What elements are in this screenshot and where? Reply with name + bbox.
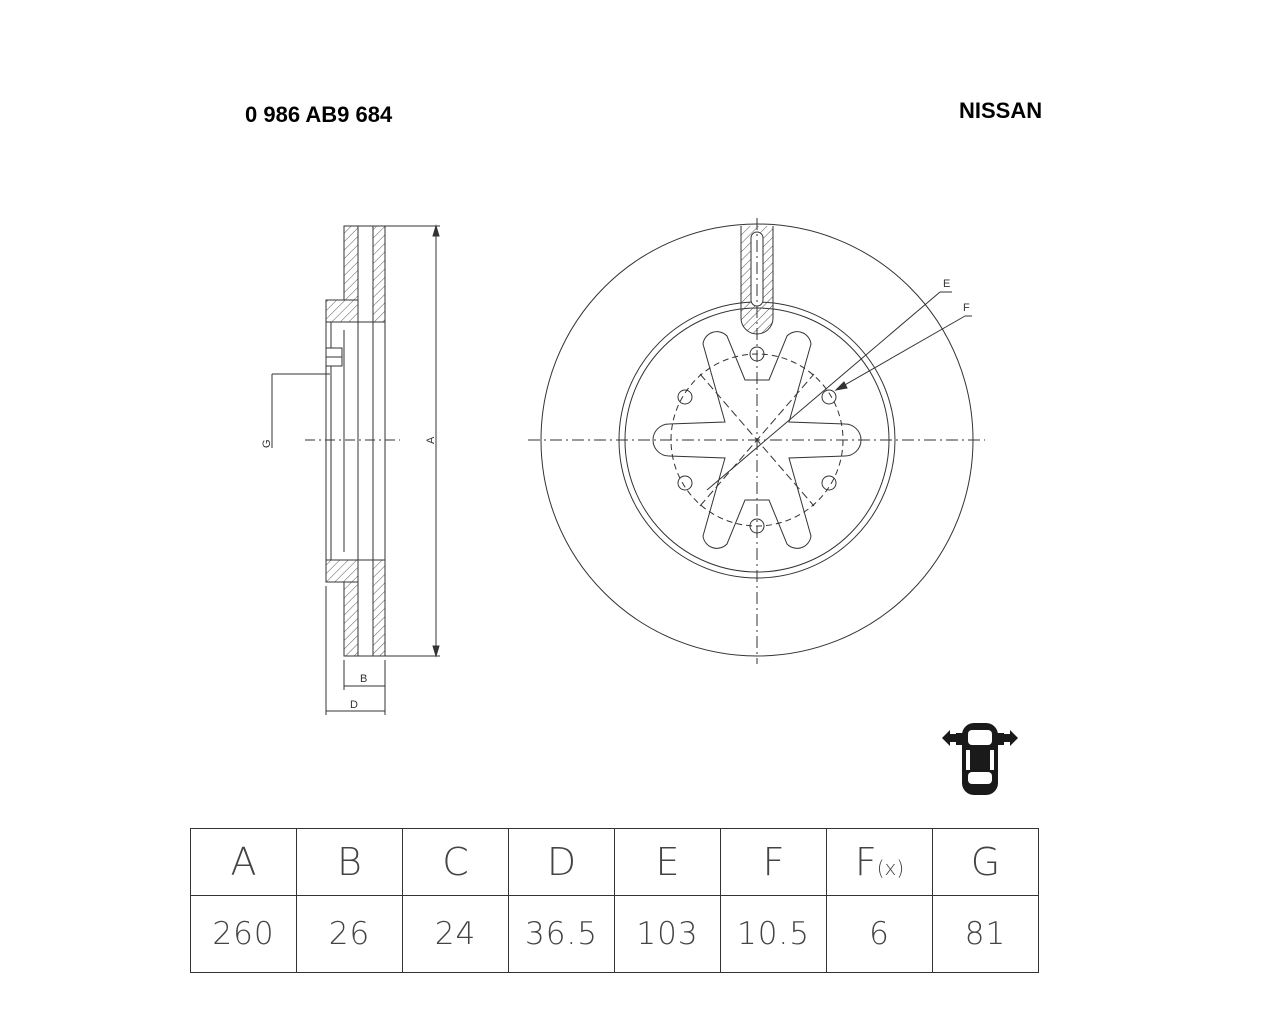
label-a: A [425, 436, 437, 444]
value-cell: 103 [615, 896, 721, 973]
value-cell: 6 [827, 896, 933, 973]
value-cell: 26 [297, 896, 403, 973]
label-g: G [261, 439, 273, 448]
front-axle-car-icon [942, 723, 1018, 795]
header-subscript: (x) [876, 856, 905, 880]
brand-name: NISSAN [959, 98, 1043, 123]
header-cell: E [615, 829, 721, 896]
value-cell: 81 [933, 896, 1039, 973]
header-cell: D [509, 829, 615, 896]
header-cell: C [403, 829, 509, 896]
header-cell: G [933, 829, 1039, 896]
value-cell: 10.5 [721, 896, 827, 973]
dimensions-header-row [191, 829, 1039, 896]
header-cell: F(x) [827, 829, 933, 896]
part-number: 0 986 AB9 684 [245, 102, 393, 127]
label-b: B [360, 673, 368, 685]
dimensions-value-row [191, 896, 1039, 973]
value-cell: 36.5 [509, 896, 615, 973]
dimensions-table [190, 828, 1039, 973]
label-f: F [963, 302, 970, 314]
front-view [528, 218, 985, 664]
header-cell: F [721, 829, 827, 896]
header-cell: B [297, 829, 403, 896]
label-d: D [350, 699, 358, 711]
label-e: E [943, 278, 951, 290]
value-cell: 24 [403, 896, 509, 973]
side-section-view [272, 226, 440, 715]
value-cell: 260 [191, 896, 297, 973]
header-cell: A [191, 829, 297, 896]
